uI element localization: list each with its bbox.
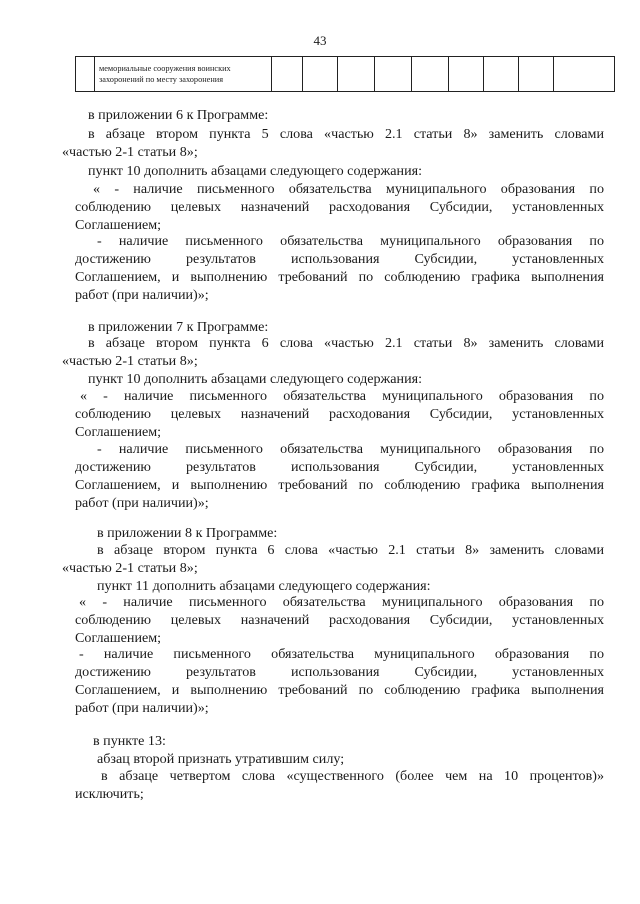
paragraph-line: соблюдению целевых назначений расходования Субсидии, установленных — [75, 199, 604, 215]
paragraph-line: исключить; — [75, 786, 144, 802]
paragraph-line: « - наличие письменного обязательства муниципального образования по — [79, 594, 604, 610]
table-cell — [519, 57, 554, 92]
section-heading: в пункте 13: — [93, 733, 166, 749]
paragraph-line: Соглашением, и выполнению требований по соблюдению графика выполнения — [75, 269, 604, 285]
paragraph-intro: пункт 10 дополнить абзацами следующего содержания: — [88, 163, 423, 179]
paragraph-line: достижению результатов использования Субсидии, установленных — [75, 251, 604, 267]
section-heading: в приложении 8 к Программе: — [97, 525, 278, 541]
table-cell — [76, 57, 95, 92]
paragraph-line: Соглашением, и выполнению требований по соблюдению графика выполнения — [75, 682, 604, 698]
paragraph-line: - наличие письменного обязательства муниципального образования по — [79, 646, 604, 662]
table-cell — [554, 57, 615, 92]
table-cell — [303, 57, 338, 92]
paragraph-line: достижению результатов использования Субсидии, установленных — [75, 459, 604, 475]
table-row — [76, 57, 615, 92]
table-cell — [484, 57, 519, 92]
paragraph-line: работ (при наличии)»; — [75, 700, 209, 716]
replace-line: в абзаце втором пункта 6 слова «частью 2.1 статьи 8» заменить словами — [97, 542, 604, 558]
paragraph-line: соблюдению целевых назначений расходования Субсидии, установленных — [75, 406, 604, 422]
paragraph-line: работ (при наличии)»; — [75, 287, 209, 303]
paragraph-line: работ (при наличии)»; — [75, 495, 209, 511]
section-heading: в приложении 7 к Программе: — [88, 319, 269, 335]
replace-line: в абзаце втором пункта 6 слова «частью 2.1 статьи 8» заменить словами — [88, 335, 604, 351]
replace-line: «частью 2-1 статьи 8»; — [62, 560, 198, 576]
paragraph-intro: пункт 10 дополнить абзацами следующего содержания: — [88, 371, 423, 387]
replace-line: в абзаце втором пункта 5 слова «частью 2.1 статьи 8» заменить словами — [88, 126, 604, 142]
paragraph-line: - наличие письменного обязательства муниципального образования по — [97, 441, 604, 457]
table-cell — [412, 57, 449, 92]
paragraph-line: « - наличие письменного обязательства муниципального образования по — [93, 181, 604, 197]
table-cell — [272, 57, 303, 92]
section-heading: в приложении 6 к Программе: — [88, 107, 269, 123]
page-number: 43 — [313, 33, 327, 48]
paragraph-line: в абзаце четвертом слова «существенного (более чем на 10 процентов)» — [101, 768, 604, 784]
paragraph-line: Соглашением; — [75, 424, 162, 440]
paragraph-line: Соглашением; — [75, 630, 162, 646]
paragraph-intro: пункт 11 дополнить абзацами следующего содержания: — [97, 578, 431, 594]
paragraph-line: абзац второй признать утратившим силу; — [97, 751, 345, 767]
continuation-table — [75, 56, 615, 92]
table-cell — [375, 57, 412, 92]
paragraph-line: соблюдению целевых назначений расходования Субсидии, установленных — [75, 612, 604, 628]
paragraph-line: « - наличие письменного обязательства муниципального образования по — [80, 388, 604, 404]
paragraph-line: Соглашением, и выполнению требований по соблюдению графика выполнения — [75, 477, 604, 493]
table-cell — [449, 57, 484, 92]
paragraph-line: достижению результатов использования Субсидии, установленных — [75, 664, 604, 680]
paragraph-line: - наличие письменного обязательства муниципального образования по — [97, 233, 604, 249]
replace-line: «частью 2-1 статьи 8»; — [62, 353, 198, 369]
table-cell-description: мемориальные сооружения воинских захоронений по месту захоронения — [95, 57, 272, 92]
table-cell — [338, 57, 375, 92]
replace-line: «частью 2-1 статьи 8»; — [62, 144, 198, 160]
paragraph-line: Соглашением; — [75, 217, 162, 233]
